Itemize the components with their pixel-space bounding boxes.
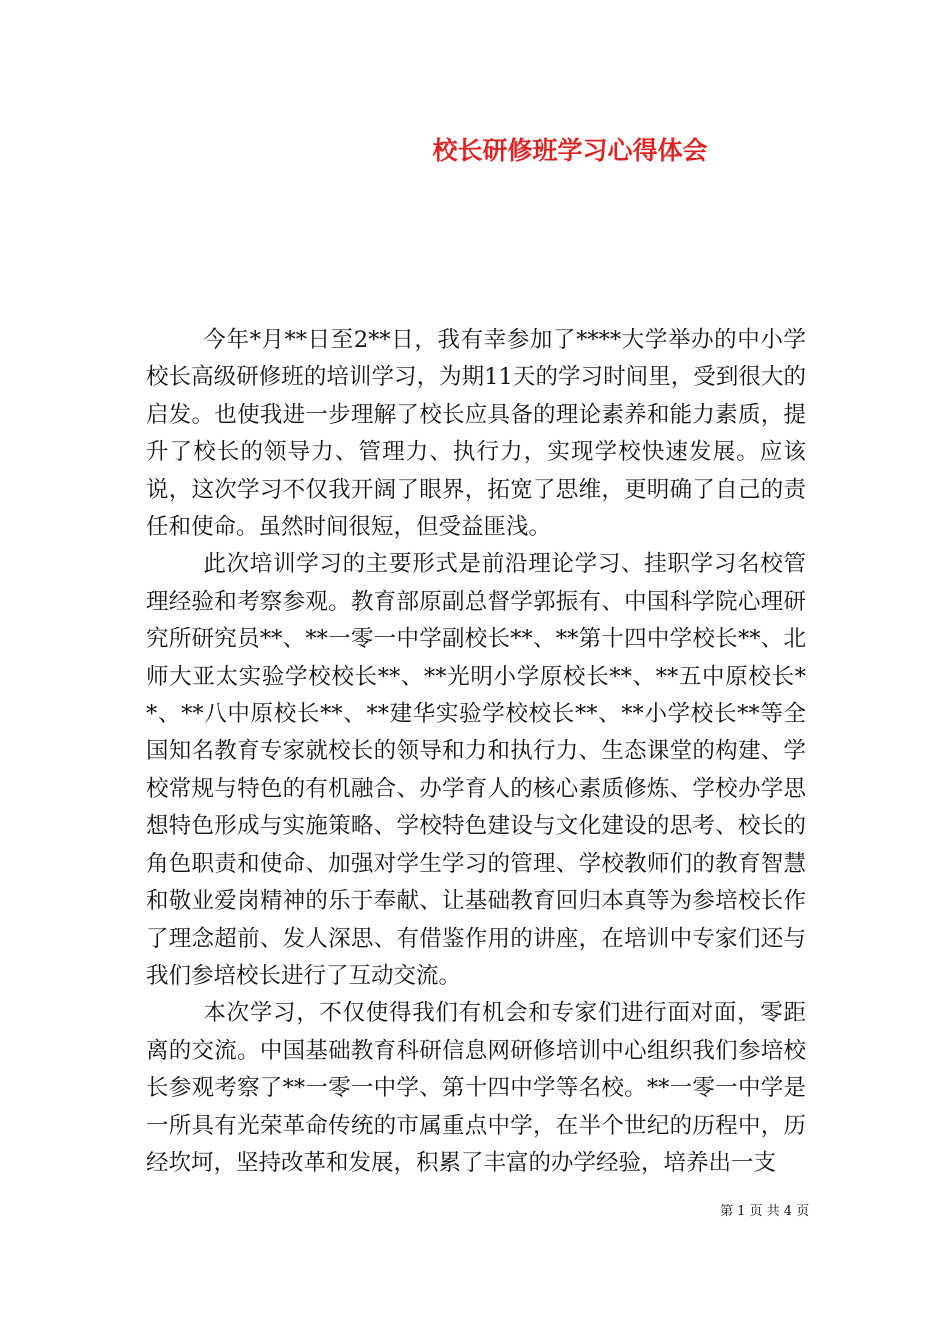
paragraph-2: 此次培训学习的主要形式是前沿理论学习、挂职学习名校管理经验和考察参观。教育部原副总督学郭振有、中国科学院心理研究所研究员**、**一零一中学副校长**、**第十四中学校长**、北师大亚太实验学校校长**、**光明小学原校长**、**五中原校长**、**八中原校长**、**建华实验学校校长**、**小学校长**等全国知名教育专家就校长的领导和力和执行力、生态课堂的构建、学校常规与特色的有机融合、办学育人的核心素质修炼、学校办学思想特色形成与实施策略、学校特色建设与文化建设的思考、校长的角色职责和使命、加强对学生学习的管理、学校教师们的教育智慧和敬业爱岗精神的乐于奉献、让基础教育回归本真等为参培校长作了理念超前、发人深思、有借鉴作用的讲座，在培训中专家们还与我们参培校长进行了互动交流。	[146, 551, 806, 989]
document-title: 校长研修班学习心得体会	[432, 136, 708, 165]
paragraph-1: 今年*月**日至2**日，我有幸参加了****大学举办的中小学校长高级研修班的培训学习，为期11天的学习时间里，受到很大的启发。也使我进一步理解了校长应具备的理论素养和能力素质，提升了校长的领导力、管理力、执行力，实现学校快速发展。应该说，这次学习不仅我开阔了眼界，拓宽了思维，更明确了自己的责任和使命。虽然时间很短，但受益匪浅。	[146, 327, 806, 541]
page-number-label: 第 1 页 共 4 页	[720, 1204, 810, 1219]
document-body	[146, 322, 806, 1182]
page-footer	[720, 1203, 840, 1221]
paragraph-3: 本次学习，不仅使得我们有机会和专家们进行面对面，零距离的交流。中国基础教育科研信息网研修培训中心组织我们参培校长参观考察了**一零一中学、第十四中学等名校。**一零一中学是一所具有光荣革命传统的市属重点中学，在半个世纪的历程中，历经坎坷，坚持改革和发展，积累了丰富的办学经验，培养出一支	[146, 1000, 806, 1176]
